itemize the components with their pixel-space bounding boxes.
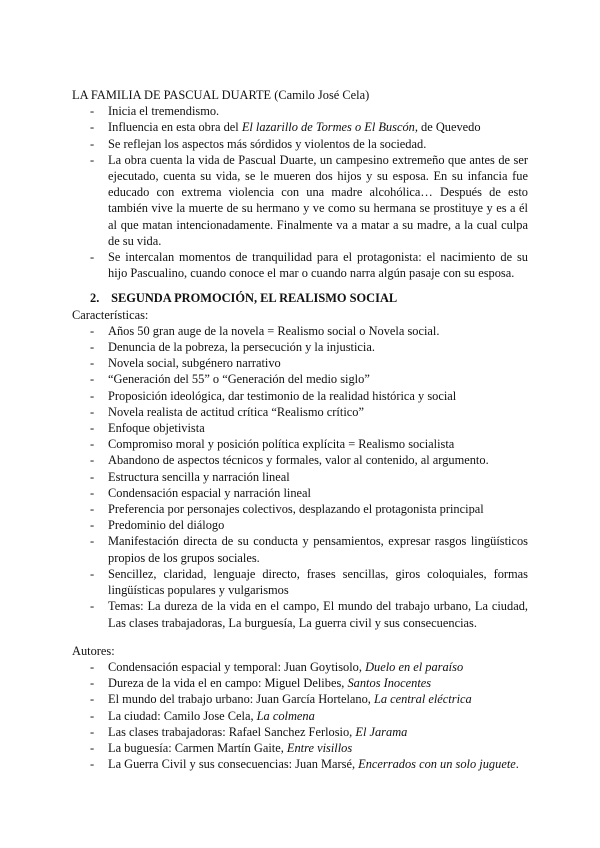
authors-list (72, 659, 528, 772)
italic-title: Encerrados con un solo juguete (358, 757, 516, 772)
work-title: LA FAMILIA DE PASCUAL DUARTE (Camilo José Cela) (72, 88, 370, 102)
list-item: - Novela social, subgénero narrativo (72, 355, 528, 371)
characteristics-list (72, 323, 528, 631)
list-item: - Inicia el tremendismo. (72, 103, 528, 119)
list-item: - “Generación del 55” o “Generación del medio siglo” (72, 371, 528, 387)
list-item: - Sencillez, claridad, lenguaje directo, frases sencillas, giros coloquiales, formas lingüísticas populares y vulgarismos (72, 566, 528, 598)
list-item: - Estructura sencilla y narración lineal (72, 469, 528, 485)
list-item: - Novela realista de actitud crítica “Realismo crítico” (72, 404, 528, 420)
list-item: - La obra cuenta la vida de Pascual Duarte, un campesino extremeño que antes de ser ejecutado, cuenta su vida, se le mueren dos hijos y su esposa. En su infancia fue educado con extrema violencia con una madre alcohólica… Después de esto también vive la muerte de su hermano y ve como su hermana se prostituye y es a él al que matan intencionadamente. Finalmente va a matar a su madre, a la cual culpa de su vida. (72, 152, 528, 249)
list-item: - Enfoque objetivista (72, 420, 528, 436)
work-points-list (72, 103, 528, 281)
list-item: - Dureza de la vida el en campo: Miguel Delibes, Santos Inocentes (72, 675, 528, 691)
document-content (72, 87, 528, 772)
italic-title: El Jarama (355, 724, 408, 739)
italic-title: La colmena (256, 708, 315, 723)
italic-title: El lazarillo de Tormes o El Buscón, (241, 120, 418, 135)
list-item: - Temas: La dureza de la vida en el campo, El mundo del trabajo urbano, La ciudad, Las clases trabajadoras, La burguesía, La guerra civil y sus consecuencias. (72, 598, 528, 630)
list-item: - Abandono de aspectos técnicos y formales, valor al contenido, al argumento. (72, 452, 528, 468)
list-item: - Predominio del diálogo (72, 517, 528, 533)
list-item: - La Guerra Civil y sus consecuencias: Juan Marsé, Encerrados con un solo juguete. (72, 756, 528, 772)
list-item: - Años 50 gran auge de la novela = Realismo social o Novela social. (72, 323, 528, 339)
list-item: - Condensación espacial y narración lineal (72, 485, 528, 501)
list-item: - El mundo del trabajo urbano: Juan García Hortelano, La central eléctrica (72, 691, 528, 707)
list-item: - Compromiso moral y posición política explícita = Realismo socialista (72, 436, 528, 452)
list-item: - La buguesía: Carmen Martín Gaite, Entre visillos (72, 740, 528, 756)
italic-title: Entre visillos (286, 740, 353, 755)
list-item: - Preferencia por personajes colectivos, desplazando el protagonista principal (72, 501, 528, 517)
list-item: - Se intercalan momentos de tranquilidad para el protagonista: el nacimiento de su hijo Pascualino, cuando conoce el mar o cuando narra algún pasaje con su esposa. (72, 249, 528, 281)
section-number: 2. (90, 291, 100, 306)
list-item: - Influencia en esta obra del El lazarillo de Tormes o El Buscón, de Quevedo (72, 119, 528, 135)
list-item: - Condensación espacial y temporal: Juan Goytisolo, Duelo en el paraíso (72, 659, 528, 675)
characteristics-label: Características: (72, 307, 149, 322)
list-item: - Denuncia de la pobreza, la persecución y la injusticia. (72, 339, 528, 355)
section-heading (72, 290, 528, 306)
section-title: SEGUNDA PROMOCIÓN, EL REALISMO SOCIAL (111, 291, 398, 306)
list-item: - Proposición ideológica, dar testimonio de la realidad histórica y social (72, 388, 528, 404)
italic-title: La central eléctrica (373, 692, 472, 707)
list-item: - Las clases trabajadoras: Rafael Sanchez Ferlosio, El Jarama (72, 724, 528, 740)
italic-title: Duelo en el paraíso (365, 659, 464, 674)
italic-title: Santos Inocentes (347, 676, 432, 691)
list-item: - Manifestación directa de su conducta y pensamientos, expresar rasgos lingüísticos propios de los grupos sociales. (72, 533, 528, 565)
list-item: - Se reflejan los aspectos más sórdidos y violentos de la sociedad. (72, 136, 528, 152)
list-item: - La ciudad: Camilo Jose Cela, La colmena (72, 708, 528, 724)
authors-label: Autores: (72, 643, 115, 658)
